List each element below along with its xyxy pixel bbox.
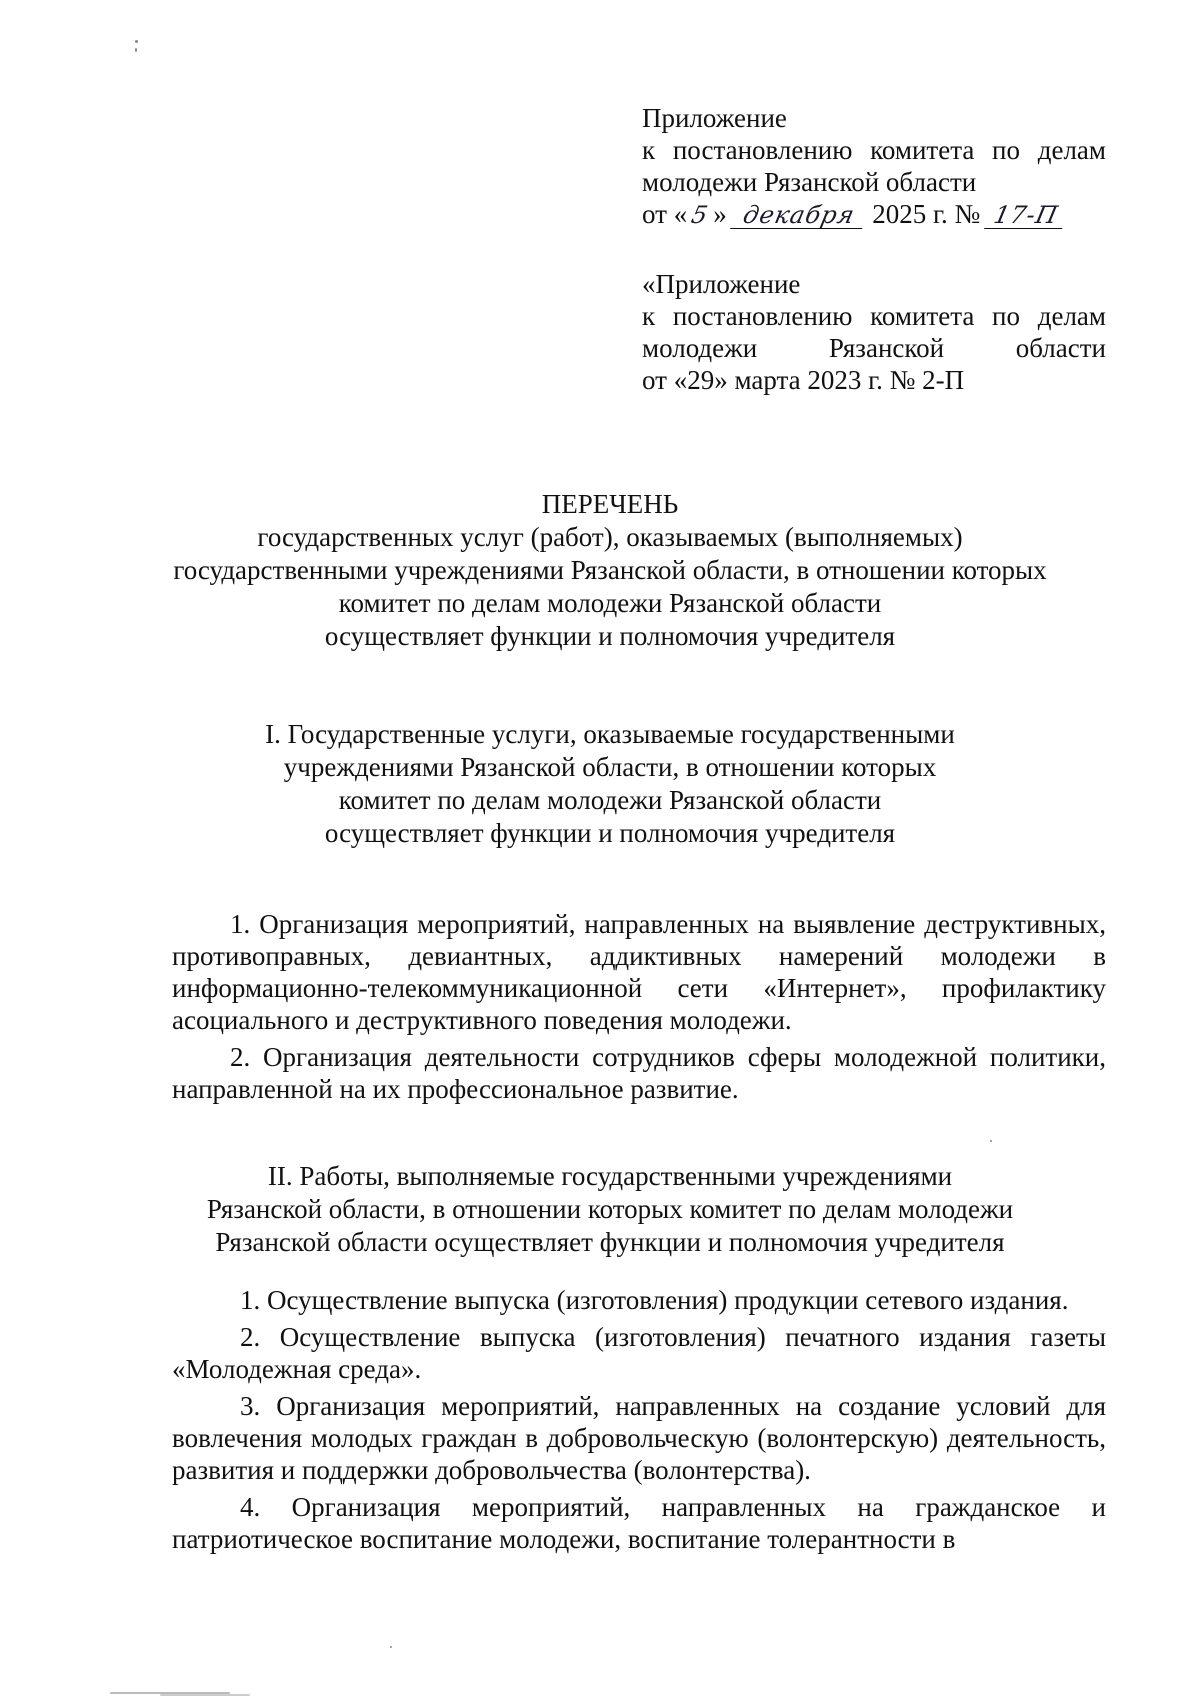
appendix-committee-line: молодежи Рязанской области [642, 167, 977, 197]
list-item: 2. Осуществление выпуска (изготовления) печатного издания газеты «Молодежная среда». [172, 1322, 1106, 1384]
appendix-current-header [642, 102, 1106, 231]
title-heading: ПЕРЕЧЕНЬ [541, 489, 679, 519]
list-item: 3. Организация мероприятий, направленных на создание условий для вовлечения молодых граждан в добровольческую (волонтерскую) деятельность, развития и поддержки добровольчества (волонтерства). [172, 1391, 1106, 1485]
section-heading-line: Рязанской области осуществляет функции и полномочия учредителя [215, 1227, 1005, 1257]
section-heading-line: I. Государственные услуги, оказываемые государственными [265, 719, 955, 749]
list-item: 2. Организация деятельности сотрудников сферы молодежной политики, направленной на их профессиональное развитие. [172, 1042, 1106, 1104]
section-heading-line: осуществляет функции и полномочия учредителя [324, 818, 896, 848]
handwritten-day: 5 [689, 201, 712, 229]
date-day-close: » [713, 199, 727, 229]
section-1-heading [130, 718, 1090, 850]
appendix-previous-header [642, 268, 1106, 396]
appendix-resolution-line: к постановлению комитета по делам [642, 135, 1106, 165]
scan-speck [135, 40, 138, 43]
title-line: государственных услуг (работ), оказываемых (выполняемых) [257, 522, 963, 552]
scan-speck [990, 1140, 992, 1142]
section-heading-line: Рязанской области, в отношении которых комитет по делам молодежи [206, 1194, 1014, 1224]
list-item: 1. Осуществление выпуска (изготовления) продукции сетевого издания. [240, 1285, 1069, 1315]
section-heading-line: учреждениями Рязанской области, в отношении которых [283, 752, 937, 782]
document-title [130, 488, 1090, 653]
appendix-prev-committee-line: молодежи Рязанской области [642, 333, 1106, 363]
appendix-prev-date-line: от «29» марта 2023 г. № 2-П [642, 365, 965, 395]
list-item: 4. Организация мероприятий, направленных на гражданское и патриотическое воспитание молодежи, воспитание толерантности в [172, 1492, 1106, 1554]
scan-speck [160, 1694, 250, 1696]
appendix-date-line [642, 198, 1106, 231]
appendix-label: Приложение [642, 103, 787, 133]
title-line: комитет по делам молодежи Рязанской области [338, 588, 882, 618]
handwritten-month: декабря [731, 202, 869, 229]
section-heading-line: II. Работы, выполняемые государственными учреждениями [267, 1161, 953, 1191]
title-line: осуществляет функции и полномочия учредителя [324, 621, 896, 651]
section-1-list [172, 908, 1106, 1110]
handwritten-doc-number: 17-П [984, 202, 1068, 229]
section-2-list [172, 1284, 1106, 1560]
section-2-heading [130, 1160, 1090, 1259]
section-heading-line: комитет по делам молодежи Рязанской области [338, 785, 882, 815]
scan-speck [135, 48, 137, 52]
list-item: 1. Организация мероприятий, направленных на выявление деструктивных, противоправных, девиантных, аддиктивных намерений молодежи в информационно-телекоммуникационной сети «Интернет», профилактику асоциального и деструктивного поведения молодежи. [172, 909, 1106, 1035]
date-year: 2025 г. № [872, 199, 981, 229]
appendix-prev-resolution-line: к постановлению комитета по делам [642, 301, 1106, 331]
appendix-prev-label: «Приложение [642, 269, 801, 299]
title-line: государственными учреждениями Рязанской области, в отношении которых [173, 555, 1047, 585]
date-prefix: от « [642, 199, 688, 229]
scan-speck [390, 1646, 392, 1648]
